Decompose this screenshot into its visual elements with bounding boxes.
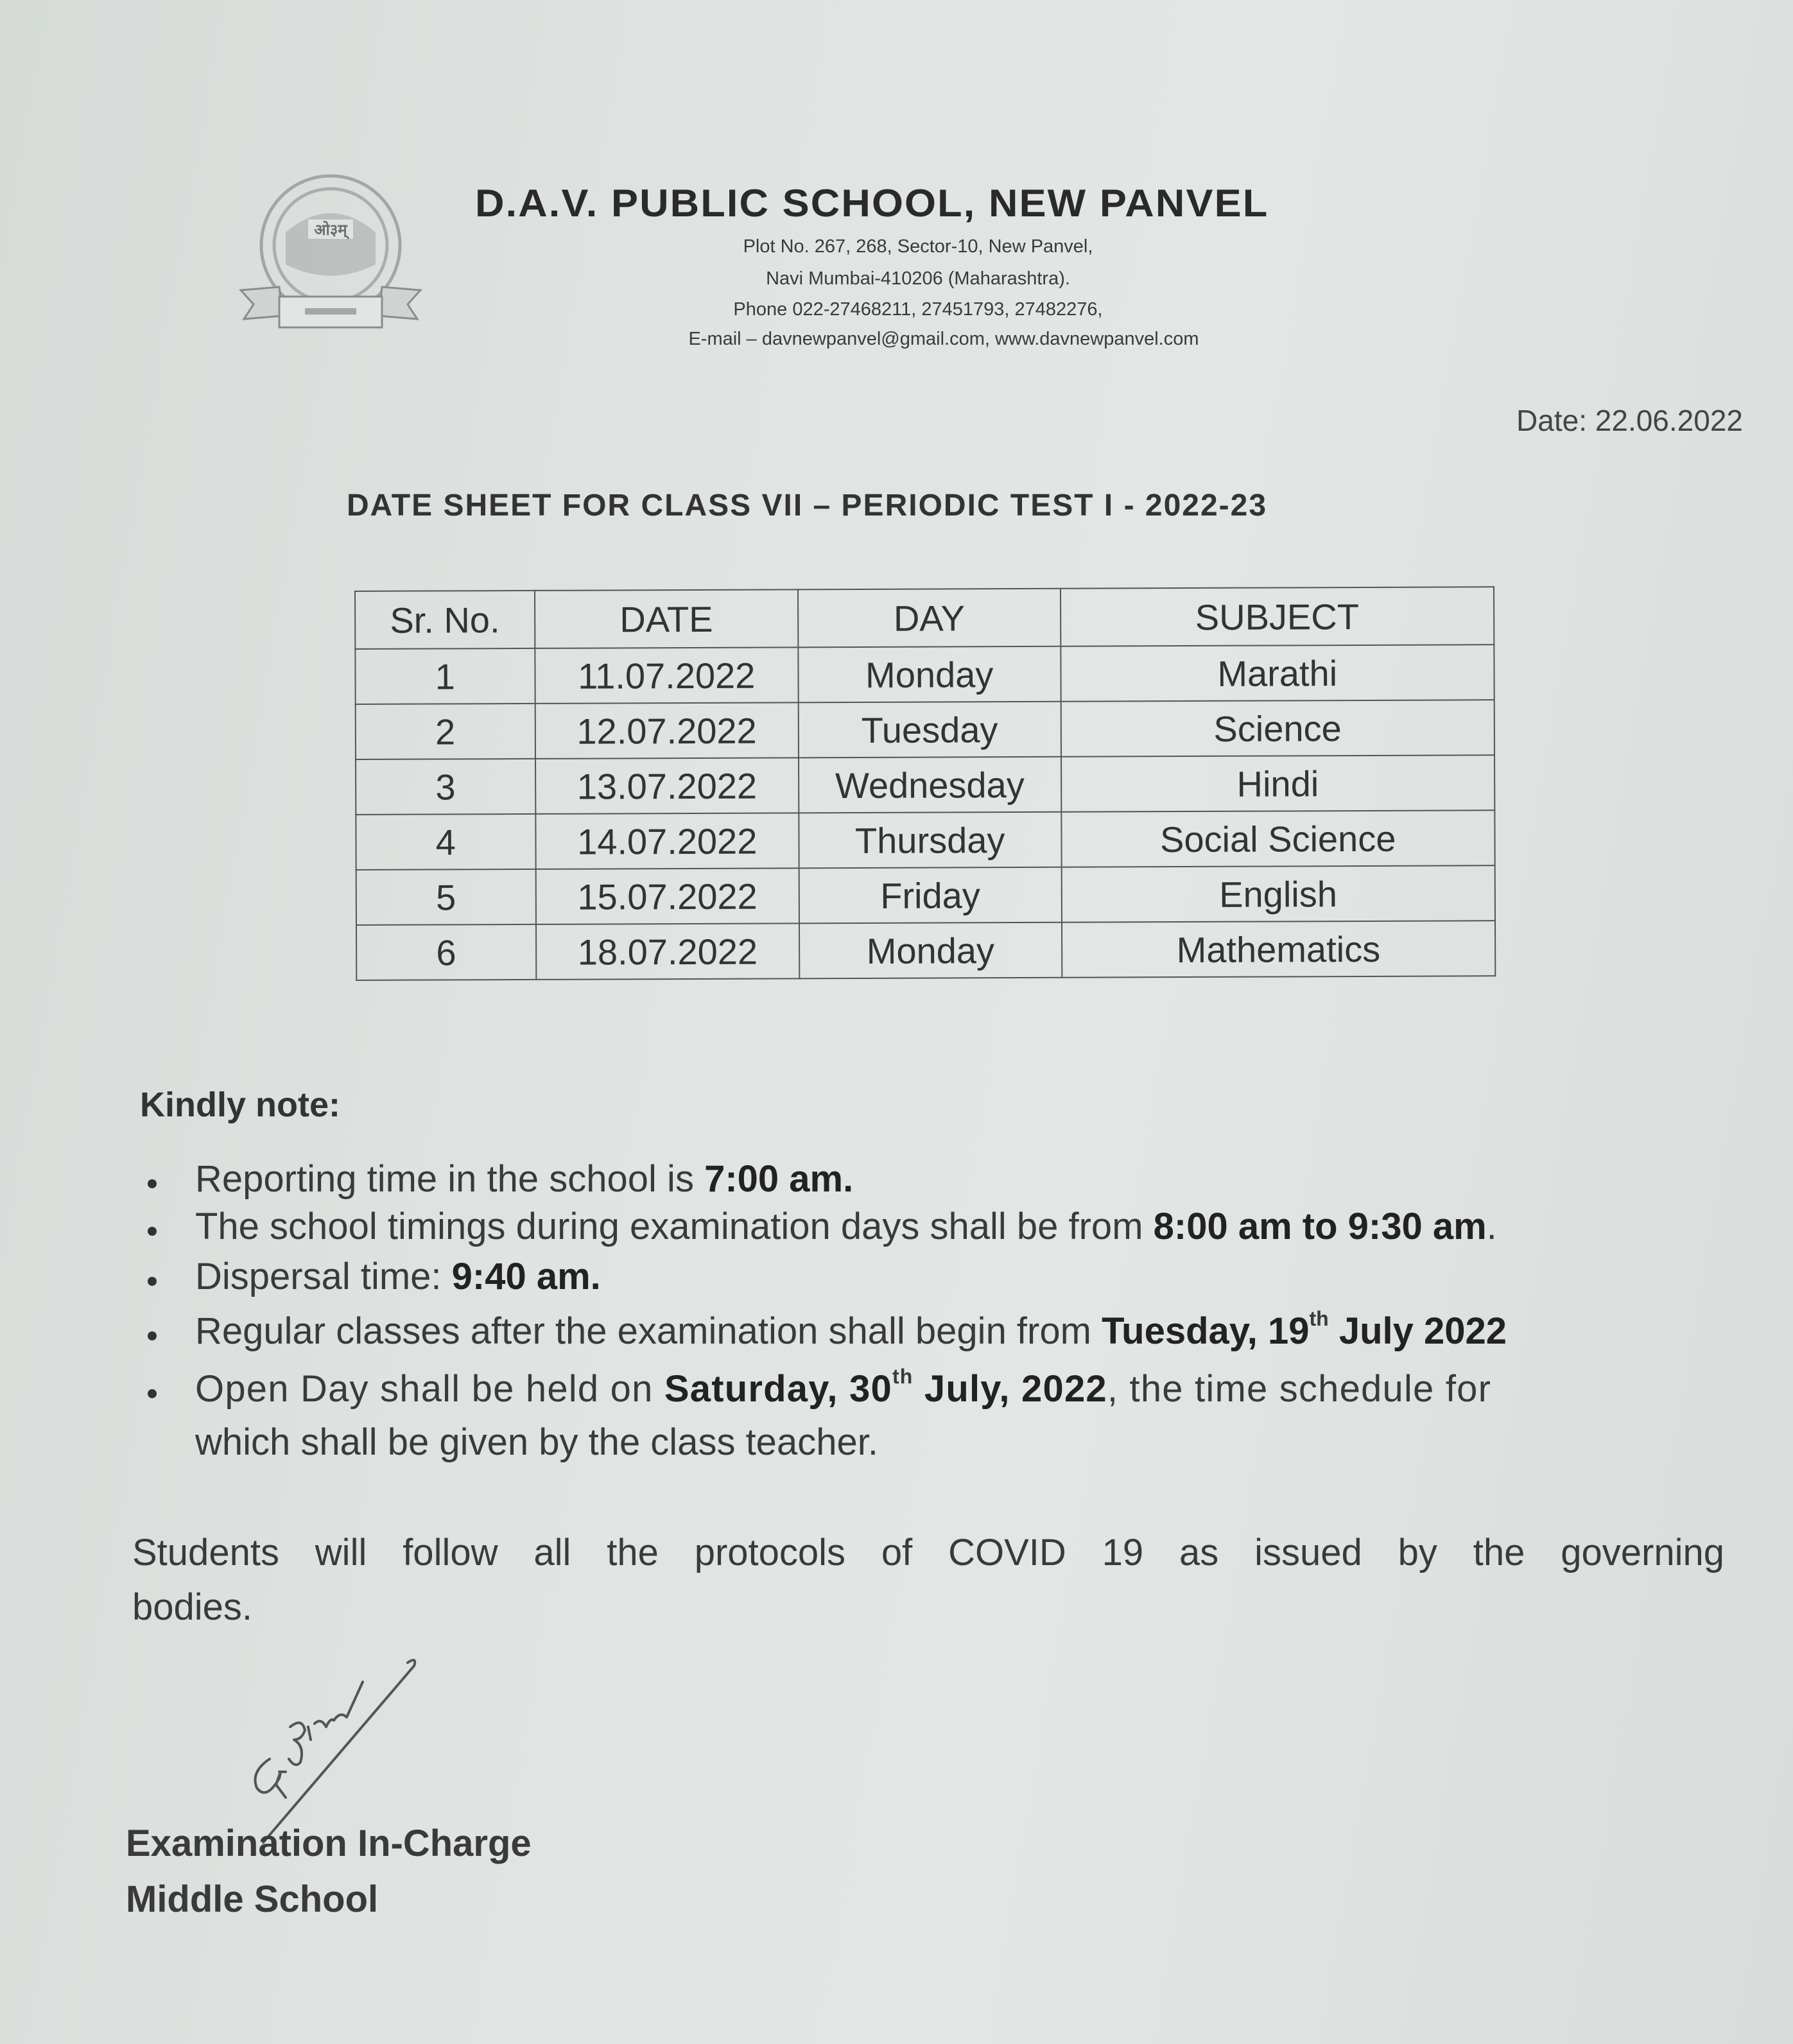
cell-date: 15.07.2022: [535, 868, 799, 924]
note-text: Dispersal time:: [195, 1256, 452, 1297]
note-continuation-text: which shall be given by the class teacher.: [195, 1421, 878, 1463]
cell-sr-no: 6: [356, 924, 536, 980]
covid-note-line-2: bodies.: [132, 1586, 253, 1628]
logo-text: ओ३म्: [314, 221, 347, 239]
cell-day: Wednesday: [799, 757, 1061, 813]
email-web-line: E-mail – davnewpanvel@gmail.com, www.davnewpanvel.com: [688, 329, 1199, 349]
cell-subject: Hindi: [1061, 755, 1495, 812]
cell-subject: Science: [1061, 700, 1494, 757]
note-emphasis: 7:00 am.: [704, 1158, 854, 1200]
note-text: Reporting time in the school is: [195, 1158, 705, 1200]
col-header-subject: SUBJECT: [1060, 587, 1494, 646]
note-text-end: , the time schedule for: [1107, 1368, 1492, 1410]
note-emphasis: 8:00 am to 9:30 am: [1153, 1206, 1487, 1247]
cell-date: 13.07.2022: [535, 758, 799, 814]
date-sheet-table: [354, 586, 1496, 981]
address-line-2: Navi Mumbai-410206 (Maharashtra).: [766, 268, 1070, 289]
phone-line: Phone 022-27468211, 27451793, 27482276,: [733, 299, 1103, 320]
signatory-title: Examination In-Charge: [126, 1823, 532, 1864]
ordinal-suffix: th: [1309, 1307, 1329, 1330]
covid-note-line-1: Students will follow all the protocols of COVID 19 as issued by the governing: [132, 1532, 1724, 1573]
note-text: Open Day shall be held on: [195, 1368, 664, 1410]
note-emphasis-2: July 2022: [1328, 1310, 1507, 1352]
note-emphasis: Saturday, 30: [664, 1368, 892, 1410]
col-header-sr-no: Sr. No.: [355, 591, 535, 649]
col-header-day: DAY: [798, 589, 1061, 648]
cell-date: 12.07.2022: [535, 702, 799, 759]
cell-subject: Marathi: [1061, 645, 1494, 702]
cell-subject: Mathematics: [1061, 921, 1495, 978]
cell-subject: English: [1061, 865, 1495, 922]
cell-day: Monday: [798, 646, 1061, 703]
table-row: [356, 810, 1494, 870]
table-header-row: [355, 587, 1494, 649]
note-emphasis: 9:40 am.: [451, 1256, 601, 1297]
school-name: D.A.V. PUBLIC SCHOOL, NEW PANVEL: [475, 182, 1269, 225]
cell-date: 14.07.2022: [535, 813, 799, 869]
cell-day: Tuesday: [799, 702, 1061, 758]
signature: [244, 1656, 488, 1849]
note-text: Regular classes after the examination shall begin from: [195, 1310, 1102, 1352]
note-emphasis: Tuesday, 19: [1102, 1310, 1310, 1352]
bullet-icon: [148, 1331, 157, 1340]
cell-day: Monday: [799, 922, 1062, 979]
cell-date: 11.07.2022: [535, 647, 799, 704]
col-header-date: DATE: [535, 589, 799, 648]
table-row: [356, 755, 1494, 815]
ordinal-suffix: th: [892, 1365, 914, 1388]
bullet-icon: [148, 1179, 157, 1188]
school-logo: [234, 168, 427, 342]
cell-date: 18.07.2022: [536, 923, 800, 980]
note-text: The school timings during examination days shall be from: [195, 1206, 1154, 1247]
cell-sr-no: 3: [356, 759, 535, 815]
note-text-end: .: [1486, 1206, 1497, 1247]
table-row: [355, 645, 1494, 704]
signatory-department: Middle School: [126, 1878, 379, 1920]
address-line-1: Plot No. 267, 268, Sector-10, New Panvel,: [743, 236, 1093, 257]
note-emphasis-2: July, 2022: [913, 1368, 1107, 1410]
bullet-icon: [148, 1227, 157, 1236]
table-row: [356, 865, 1495, 925]
bullet-icon: [148, 1389, 157, 1398]
cell-subject: Social Science: [1061, 810, 1495, 867]
notes-heading: Kindly note:: [140, 1086, 340, 1124]
cell-day: Thursday: [799, 812, 1061, 869]
cell-sr-no: 2: [356, 704, 535, 759]
cell-sr-no: 1: [355, 648, 535, 704]
table-row: [356, 700, 1494, 759]
table-row: [356, 921, 1495, 980]
cell-day: Friday: [799, 867, 1062, 924]
issue-date: Date: 22.06.2022: [1516, 404, 1743, 437]
bullet-icon: [148, 1277, 157, 1286]
document-title: DATE SHEET FOR CLASS VII – PERIODIC TEST I - 2022-23: [347, 489, 1268, 523]
cell-sr-no: 5: [356, 869, 536, 925]
cell-sr-no: 4: [356, 814, 535, 870]
